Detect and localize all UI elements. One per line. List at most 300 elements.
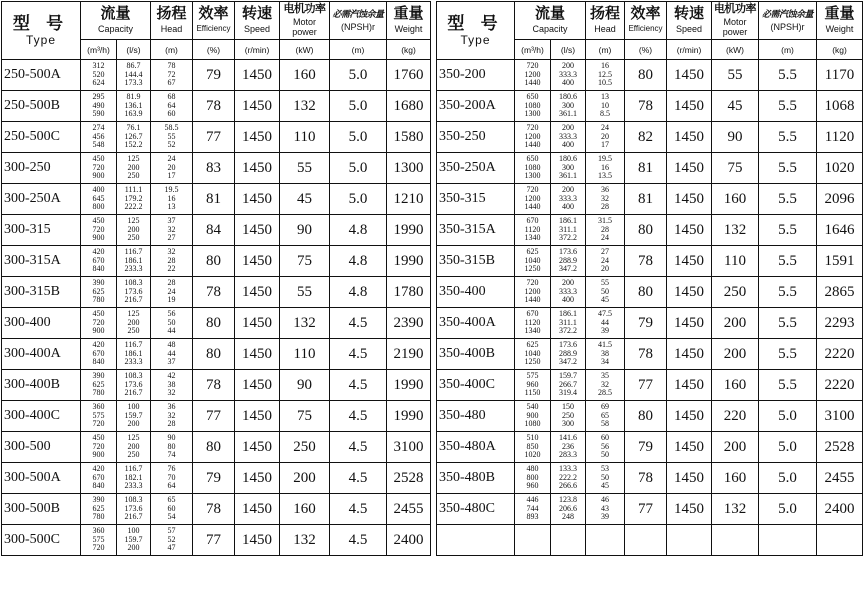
model-type-cell: 350-315B — [437, 246, 515, 277]
flow-ls-cell — [117, 432, 151, 463]
head-cell — [586, 215, 625, 246]
power-cell: 200 — [280, 463, 330, 494]
flow-m3h-cell — [81, 277, 117, 308]
flow-ls-cell-value: 133.3 — [559, 464, 577, 474]
flow-ls-cell-value: 283.3 — [559, 450, 577, 460]
unit-speed: (r/min) — [667, 40, 712, 60]
flow-m3h-cell-value: 1340 — [524, 326, 541, 336]
flow-ls-cell-value: 319.4 — [559, 388, 577, 398]
flow-ls-cell-value: 248 — [562, 512, 574, 522]
speed-cell: 1450 — [235, 184, 280, 215]
head-cell-value: 24 — [167, 154, 176, 164]
flow-m3h-cell-value: 520 — [92, 69, 105, 79]
flow-ls-cell-value: 173.6 — [559, 340, 577, 350]
table-row — [2, 370, 431, 401]
power-cell: 160 — [712, 370, 759, 401]
npsh-cell: 5.5 — [759, 246, 817, 277]
model-type-cell: 300-500B — [2, 494, 81, 525]
speed-cell: 1450 — [235, 215, 280, 246]
npsh-cell: 5.5 — [759, 60, 817, 91]
flow-m3h-cell-value: 312 — [92, 61, 105, 71]
flow-m3h-cell-value: 670 — [526, 216, 539, 226]
model-type-cell: 300-400C — [2, 401, 81, 432]
head-cell — [151, 432, 193, 463]
model-type-cell: 300-315A — [2, 246, 81, 277]
head-cell-value: 70 — [167, 472, 176, 482]
speed-cell: 1450 — [235, 339, 280, 370]
model-type-cell: 300-400B — [2, 370, 81, 401]
model-type-cell: 350-400C — [437, 370, 515, 401]
flow-m3h-cell-value: 840 — [92, 264, 105, 274]
flow-m3h-cell-value: 1300 — [524, 171, 541, 181]
power-cell: 200 — [712, 432, 759, 463]
model-type-cell: 300-250A — [2, 184, 81, 215]
efficiency-cell: 83 — [193, 153, 235, 184]
model-type-cell: 300-500A — [2, 463, 81, 494]
flow-m3h-cell-value: 720 — [92, 317, 105, 327]
flow-m3h-cell-value: 1200 — [524, 286, 541, 296]
efficiency-cell: 80 — [625, 215, 667, 246]
flow-ls-cell — [117, 308, 151, 339]
weight-cell: 1020 — [817, 153, 863, 184]
flow-m3h-cell — [515, 432, 551, 463]
weight-cell: 1210 — [387, 184, 431, 215]
head-cell-value: 22 — [167, 264, 176, 274]
flow-m3h-cell — [81, 339, 117, 370]
flow-ls-cell-value: 125 — [127, 154, 140, 164]
flow-ls-cell — [551, 494, 586, 525]
flow-m3h-cell — [81, 60, 117, 91]
npsh-cell: 5.5 — [759, 91, 817, 122]
head-cell-value: 65 — [601, 410, 610, 420]
flow-ls-cell-value: 200 — [127, 317, 140, 327]
header-head: 扬程 Head — [151, 2, 193, 40]
flow-m3h-cell-value: 1200 — [524, 69, 541, 79]
head-cell-value: 48 — [167, 340, 176, 350]
flow-ls-cell-value: 200 — [127, 543, 140, 553]
speed-cell: 1450 — [667, 277, 712, 308]
speed-cell: 1450 — [667, 91, 712, 122]
empty-cell — [437, 525, 515, 556]
flow-ls-cell-value: 200 — [562, 278, 574, 288]
flow-m3h-cell-value: 840 — [92, 357, 105, 367]
flow-m3h-cell-value: 720 — [526, 185, 539, 195]
head-cell-value: 13 — [601, 92, 610, 102]
weight-cell: 2528 — [817, 432, 863, 463]
flow-m3h-cell — [515, 494, 551, 525]
head-cell-value: 8.5 — [600, 109, 611, 119]
table-row — [2, 215, 431, 246]
head-cell — [151, 401, 193, 432]
table-row — [437, 432, 863, 463]
flow-m3h-cell-value: 1300 — [524, 109, 541, 119]
head-cell-value: 45 — [601, 295, 610, 305]
power-cell: 55 — [712, 60, 759, 91]
power-cell: 132 — [280, 91, 330, 122]
flow-m3h-cell-value: 624 — [92, 78, 105, 88]
head-cell-value: 19 — [167, 295, 176, 305]
flow-ls-cell-value: 163.9 — [124, 109, 143, 119]
header-weight: 重量 Weight — [387, 2, 431, 40]
flow-m3h-cell-value: 390 — [92, 371, 105, 381]
flow-ls-cell-value: 159.7 — [559, 371, 577, 381]
power-cell: 75 — [280, 401, 330, 432]
flow-ls-cell-value: 150 — [562, 402, 574, 412]
flow-ls-cell-value: 300 — [562, 100, 574, 110]
power-cell: 45 — [280, 184, 330, 215]
model-type-cell: 250-500B — [2, 91, 81, 122]
head-cell-value: 37 — [167, 216, 176, 226]
flow-ls-cell-value: 159.7 — [124, 410, 143, 420]
npsh-cell: 5.0 — [330, 91, 387, 122]
head-cell-value: 28 — [601, 224, 610, 234]
head-cell-value: 17 — [167, 171, 176, 181]
head-cell — [151, 463, 193, 494]
speed-cell: 1450 — [235, 463, 280, 494]
head-cell-value: 60 — [601, 433, 610, 443]
efficiency-cell: 79 — [193, 60, 235, 91]
flow-m3h-cell — [81, 153, 117, 184]
unit-head: (m) — [151, 40, 193, 60]
flow-m3h-cell-value: 670 — [92, 472, 105, 482]
flow-ls-cell — [551, 401, 586, 432]
header-npsh: 必需汽蚀余量 (NPSH)r — [759, 2, 817, 40]
npsh-cell: 5.0 — [330, 60, 387, 91]
head-cell — [151, 370, 193, 401]
table-body-right — [437, 60, 863, 556]
table-row — [2, 494, 431, 525]
flow-ls-cell-value: 300 — [562, 162, 574, 172]
head-cell — [586, 432, 625, 463]
head-cell — [151, 246, 193, 277]
efficiency-cell: 84 — [193, 215, 235, 246]
flow-ls-cell-value: 81.9 — [126, 92, 141, 102]
flow-ls-cell-value: 200 — [127, 224, 140, 234]
power-cell: 75 — [280, 246, 330, 277]
efficiency-cell: 79 — [193, 463, 235, 494]
head-cell-value: 58 — [601, 419, 610, 429]
weight-cell: 2293 — [817, 308, 863, 339]
flow-m3h-cell — [81, 215, 117, 246]
header-motor-power: 电机功率 Motor power — [712, 2, 759, 40]
head-cell-value: 54 — [167, 512, 176, 522]
speed-cell: 1450 — [667, 432, 712, 463]
flow-m3h-cell — [515, 339, 551, 370]
flow-ls-cell-value: 372.2 — [559, 326, 577, 336]
speed-cell: 1450 — [235, 91, 280, 122]
table-row — [2, 432, 431, 463]
unit-npsh: (m) — [759, 40, 817, 60]
table-row — [437, 60, 863, 91]
flow-m3h-cell-value: 744 — [526, 503, 539, 513]
head-cell-value: 10.5 — [598, 78, 613, 88]
flow-m3h-cell-value: 720 — [526, 278, 539, 288]
weight-cell: 1170 — [817, 60, 863, 91]
flow-ls-cell-value: 200 — [127, 162, 140, 172]
flow-ls-cell-value: 372.2 — [559, 233, 577, 243]
model-type-cell: 350-250A — [437, 153, 515, 184]
flow-ls-cell — [117, 525, 151, 556]
head-cell-value: 13 — [167, 202, 176, 212]
flow-m3h-cell-value: 720 — [92, 162, 105, 172]
head-cell-value: 20 — [601, 264, 610, 274]
flow-ls-cell — [551, 215, 586, 246]
efficiency-cell: 80 — [625, 277, 667, 308]
flow-ls-cell — [117, 339, 151, 370]
weight-cell: 3100 — [387, 432, 431, 463]
empty-cell — [667, 525, 712, 556]
header-capacity: 流量 Capacity — [81, 2, 151, 40]
head-cell-value: 52 — [167, 140, 176, 150]
flow-ls-cell — [551, 91, 586, 122]
npsh-cell: 5.5 — [759, 184, 817, 215]
speed-cell: 1450 — [667, 308, 712, 339]
npsh-cell: 5.0 — [330, 153, 387, 184]
speed-cell: 1450 — [667, 246, 712, 277]
flow-m3h-cell-value: 1080 — [524, 162, 541, 172]
head-cell-value: 50 — [601, 286, 610, 296]
head-cell-value: 19.5 — [598, 154, 613, 164]
flow-m3h-cell-value: 1040 — [524, 255, 541, 265]
power-cell: 110 — [712, 246, 759, 277]
flow-ls-cell — [551, 339, 586, 370]
head-cell-value: 67 — [167, 78, 176, 88]
table-row — [437, 308, 863, 339]
flow-ls-cell-value: 173.6 — [124, 503, 143, 513]
unit-flow-m3h: (m³/h) — [515, 40, 551, 60]
efficiency-cell: 77 — [625, 370, 667, 401]
flow-m3h-cell-value: 893 — [526, 512, 539, 522]
npsh-cell: 4.5 — [330, 401, 387, 432]
flow-ls-cell-value: 173.6 — [124, 379, 143, 389]
unit-power: (kW) — [280, 40, 330, 60]
flow-ls-cell-value: 333.3 — [559, 193, 577, 203]
flow-m3h-cell-value: 540 — [526, 402, 539, 412]
flow-ls-cell-value: 347.2 — [559, 357, 577, 367]
flow-ls-cell-value: 347.2 — [559, 264, 577, 274]
flow-ls-cell — [117, 215, 151, 246]
flow-m3h-cell-value: 625 — [92, 286, 105, 296]
head-cell-value: 50 — [601, 472, 610, 482]
head-cell-value: 80 — [167, 441, 176, 451]
head-cell-value: 50 — [167, 317, 176, 327]
weight-cell: 2220 — [817, 370, 863, 401]
empty-cell — [759, 525, 817, 556]
head-cell-value: 27 — [167, 233, 176, 243]
pump-spec-table-right — [436, 1, 863, 556]
flow-m3h-cell — [81, 246, 117, 277]
power-cell: 75 — [712, 153, 759, 184]
head-cell-value: 13.5 — [598, 171, 613, 181]
weight-cell: 1646 — [817, 215, 863, 246]
model-type-cell: 350-315A — [437, 215, 515, 246]
efficiency-cell: 80 — [193, 432, 235, 463]
flow-ls-cell-value: 126.7 — [124, 131, 143, 141]
power-cell: 55 — [280, 153, 330, 184]
power-cell: 90 — [280, 370, 330, 401]
header-capacity: 流量 Capacity — [515, 2, 586, 40]
weight-cell: 1990 — [387, 215, 431, 246]
flow-ls-cell-value: 333.3 — [559, 286, 577, 296]
flow-m3h-cell — [515, 91, 551, 122]
header-speed: 转速 Speed — [235, 2, 280, 40]
model-type-cell: 300-315B — [2, 277, 81, 308]
flow-m3h-cell-value: 1200 — [524, 131, 541, 141]
flow-ls-cell-value: 216.7 — [124, 295, 143, 305]
flow-ls-cell-value: 136.1 — [124, 100, 143, 110]
model-type-cell: 300-500 — [2, 432, 81, 463]
efficiency-cell: 78 — [625, 463, 667, 494]
head-cell-value: 36 — [601, 185, 610, 195]
head-cell-value: 10 — [601, 100, 610, 110]
weight-cell: 1680 — [387, 91, 431, 122]
weight-cell: 1990 — [387, 370, 431, 401]
flow-ls-cell-value: 125 — [127, 433, 140, 443]
flow-ls-cell-value: 266.6 — [559, 481, 577, 491]
npsh-cell: 5.0 — [759, 401, 817, 432]
speed-cell: 1450 — [667, 122, 712, 153]
flow-ls-cell-value: 186.1 — [559, 216, 577, 226]
unit-weight: (kg) — [817, 40, 863, 60]
flow-ls-cell — [551, 184, 586, 215]
flow-m3h-cell — [515, 370, 551, 401]
flow-m3h-cell — [515, 153, 551, 184]
head-cell-value: 24 — [167, 286, 176, 296]
power-cell: 200 — [712, 339, 759, 370]
head-cell-value: 47.5 — [598, 309, 613, 319]
head-cell — [586, 463, 625, 494]
head-cell-value: 37 — [167, 357, 176, 367]
table-row — [437, 184, 863, 215]
head-cell-value: 38 — [601, 348, 610, 358]
unit-flow-m3h: (m³/h) — [81, 40, 117, 60]
efficiency-cell: 79 — [625, 308, 667, 339]
head-cell — [586, 153, 625, 184]
flow-m3h-cell-value: 390 — [92, 278, 105, 288]
table-row — [2, 463, 431, 494]
flow-m3h-cell-value: 625 — [526, 247, 539, 257]
weight-cell: 1068 — [817, 91, 863, 122]
flow-m3h-cell-value: 1340 — [524, 233, 541, 243]
flow-m3h-cell-value: 590 — [92, 109, 105, 119]
flow-m3h-cell-value: 670 — [92, 348, 105, 358]
power-cell: 160 — [712, 184, 759, 215]
flow-ls-cell-value: 173.6 — [124, 286, 143, 296]
speed-cell: 1450 — [667, 215, 712, 246]
flow-ls-cell-value: 236 — [562, 441, 574, 451]
flow-ls-cell-value: 108.3 — [124, 495, 143, 505]
head-cell-value: 28 — [167, 419, 176, 429]
head-cell — [586, 339, 625, 370]
table-body-left — [2, 60, 431, 556]
flow-m3h-cell-value: 420 — [92, 464, 105, 474]
flow-m3h-cell-value: 490 — [92, 100, 105, 110]
flow-m3h-cell-value: 1250 — [524, 264, 541, 274]
flow-m3h-cell-value: 650 — [526, 92, 539, 102]
head-cell — [586, 401, 625, 432]
flow-ls-cell-value: 116.7 — [124, 464, 143, 474]
head-cell-value: 12.5 — [598, 69, 613, 79]
weight-cell: 1580 — [387, 122, 431, 153]
weight-cell: 2096 — [817, 184, 863, 215]
table-row — [2, 246, 431, 277]
flow-m3h-cell — [81, 463, 117, 494]
table-row — [2, 308, 431, 339]
head-cell-value: 56 — [167, 309, 176, 319]
head-cell — [151, 277, 193, 308]
npsh-cell: 4.5 — [330, 525, 387, 556]
head-cell — [151, 60, 193, 91]
flow-ls-cell — [117, 60, 151, 91]
efficiency-cell: 77 — [625, 494, 667, 525]
flow-m3h-cell — [81, 370, 117, 401]
flow-ls-cell-value: 111.1 — [124, 185, 143, 195]
model-type-cell: 350-315 — [437, 184, 515, 215]
head-cell-value: 69 — [601, 402, 610, 412]
table-row — [2, 184, 431, 215]
flow-ls-cell — [117, 91, 151, 122]
flow-ls-cell-value: 180.6 — [559, 154, 577, 164]
header-type: 型 号 Type — [2, 2, 81, 60]
npsh-cell: 5.5 — [759, 339, 817, 370]
model-type-cell: 300-400 — [2, 308, 81, 339]
flow-m3h-cell — [515, 308, 551, 339]
head-cell-value: 32 — [167, 247, 176, 257]
flow-m3h-cell-value: 1440 — [524, 202, 541, 212]
head-cell-value: 64 — [167, 481, 176, 491]
model-type-cell: 350-400A — [437, 308, 515, 339]
flow-m3h-cell-value: 575 — [92, 534, 105, 544]
head-cell-value: 42 — [167, 371, 176, 381]
flow-ls-cell-value: 200 — [562, 61, 574, 71]
flow-m3h-cell-value: 645 — [92, 193, 105, 203]
flow-ls-cell-value: 222.2 — [559, 472, 577, 482]
power-cell: 220 — [712, 401, 759, 432]
flow-ls-cell-value: 108.3 — [124, 278, 143, 288]
power-cell: 132 — [280, 308, 330, 339]
head-cell — [586, 277, 625, 308]
flow-ls-cell-value: 200 — [127, 419, 140, 429]
flow-m3h-cell-value: 456 — [92, 131, 105, 141]
model-type-cell: 350-250 — [437, 122, 515, 153]
head-cell — [586, 184, 625, 215]
flow-ls-cell-value: 333.3 — [559, 131, 577, 141]
flow-ls-cell — [117, 153, 151, 184]
head-cell-value: 57 — [167, 526, 176, 536]
head-cell-value: 74 — [167, 450, 176, 460]
head-cell-value: 68 — [167, 92, 176, 102]
model-type-cell: 300-500C — [2, 525, 81, 556]
header-speed: 转速 Speed — [667, 2, 712, 40]
npsh-cell: 4.8 — [330, 246, 387, 277]
flow-m3h-cell-value: 1440 — [524, 140, 541, 150]
flow-m3h-cell-value: 1080 — [524, 100, 541, 110]
flow-ls-cell-value: 333.3 — [559, 69, 577, 79]
npsh-cell: 4.8 — [330, 215, 387, 246]
table-row — [437, 91, 863, 122]
efficiency-cell: 78 — [193, 91, 235, 122]
pump-spec-table-left — [1, 1, 431, 556]
table-row — [2, 60, 431, 91]
flow-m3h-cell-value: 390 — [92, 495, 105, 505]
flow-m3h-cell-value: 900 — [526, 410, 539, 420]
head-cell-value: 28 — [167, 255, 176, 265]
head-cell-value: 45 — [601, 481, 610, 491]
speed-cell: 1450 — [667, 60, 712, 91]
flow-m3h-cell-value: 650 — [526, 154, 539, 164]
head-cell-value: 44 — [167, 326, 176, 336]
table-row — [437, 277, 863, 308]
